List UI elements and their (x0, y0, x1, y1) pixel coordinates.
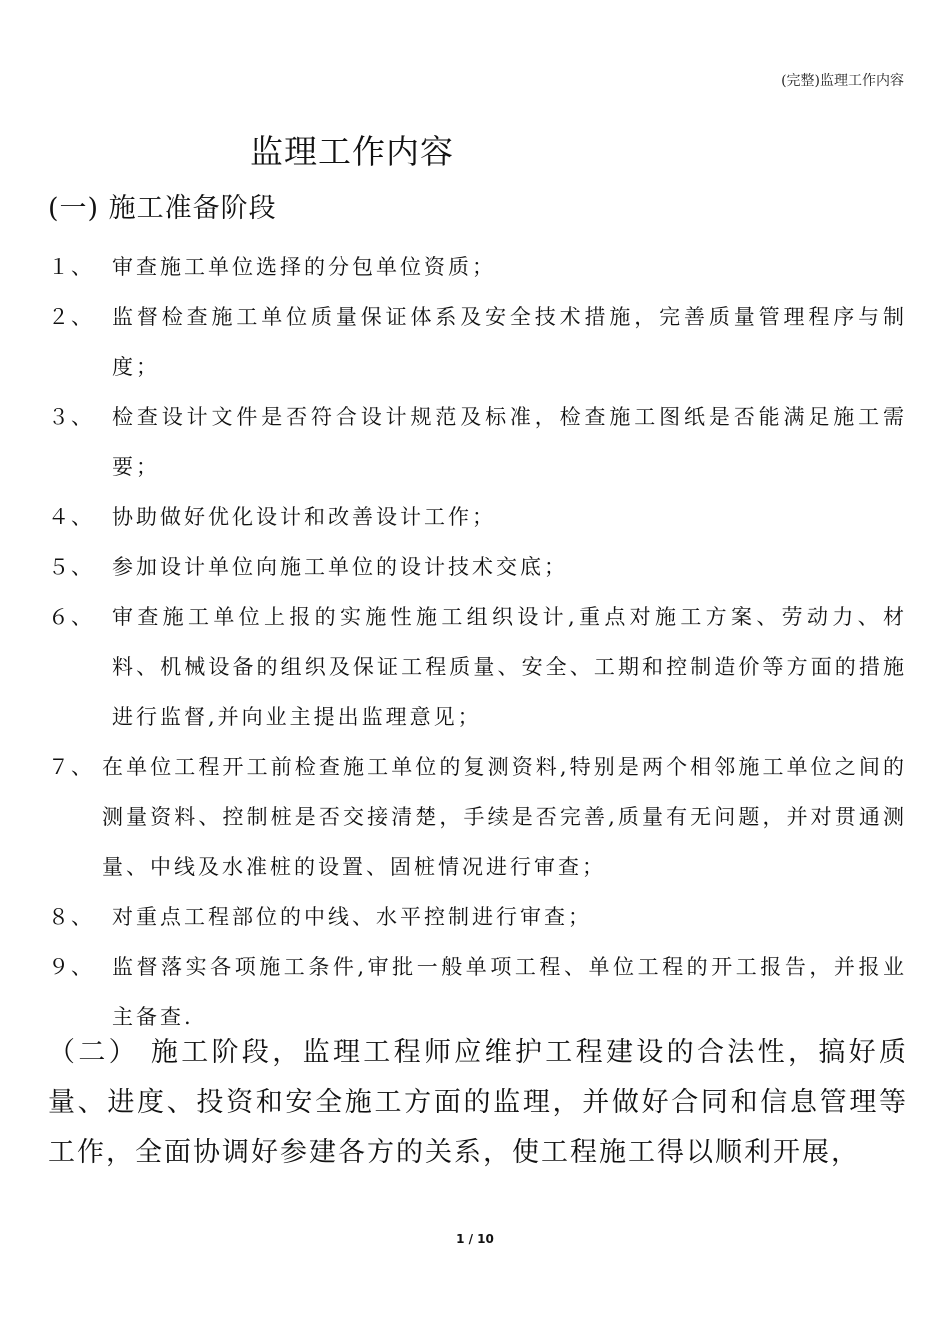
list-item-number: ８、 (48, 905, 94, 929)
section-heading-preparation: (一) 施工准备阶段 (48, 193, 277, 224)
preparation-task-list (0, 242, 950, 1042)
list-item-number: ３、 (48, 405, 94, 429)
list-item-number: ９、 (48, 955, 94, 979)
list-item-text: 审查施工单位上报的实施性施工组织设计,重点对施工方案、劳动力、材料、机械设备的组织及保证工程质量、安全、工期和控制造价等方面的措施进行监督,并向业主提出监理意见； (112, 605, 907, 729)
list-item (0, 492, 950, 542)
list-item-number: ２、 (48, 305, 94, 329)
list-item-number: ４、 (48, 505, 94, 529)
list-item-text: 监督检查施工单位质量保证体系及安全技术措施，完善质量管理程序与制度； (112, 305, 907, 379)
list-item-number: ７、 (48, 755, 94, 779)
list-item-number: ５、 (48, 555, 94, 579)
list-item (0, 742, 950, 892)
list-item (0, 542, 950, 592)
list-item-number: ６、 (48, 605, 94, 629)
list-item (0, 242, 950, 292)
running-header: (完整)监理工作内容 (781, 73, 904, 89)
list-item (0, 292, 950, 392)
list-item-text: 对重点工程部位的中线、水平控制进行审查； (112, 905, 592, 929)
list-item-text: 监督落实各项施工条件,审批一般单项工程、单位工程的开工报告，并报业主备查. (112, 955, 907, 1029)
list-item (0, 942, 950, 1042)
list-item (0, 892, 950, 942)
list-item-text: 参加设计单位向施工单位的设计技术交底； (112, 555, 568, 579)
list-item-text: 协助做好优化设计和改善设计工作； (112, 505, 496, 529)
list-item-text: 检查设计文件是否符合设计规范及标准，检查施工图纸是否能满足施工需要； (112, 405, 907, 479)
list-item-text: 在单位工程开工前检查施工单位的复测资料,特别是两个相邻施工单位之间的测量资料、控制桩是否交接清楚，手续是否完善,质量有无问题，并对贯通测量、中线及水准桩的设置、固桩情况进行审查； (102, 755, 907, 879)
list-item (0, 592, 950, 742)
list-item-number: １、 (48, 255, 94, 279)
page-number: 1 / 10 (456, 1232, 494, 1246)
section-paragraph-construction: （二） 施工阶段，监理工程师应维护工程建设的合法性，搞好质量、进度、投资和安全施工方面的监理，并做好合同和信息管理等工作，全面协调好参建各方的关系，使工程施工得以顺利开展， (48, 1037, 908, 1168)
list-item-text: 审查施工单位选择的分包单位资质； (112, 255, 496, 279)
document-title: 监理工作内容 (250, 132, 454, 171)
list-item (0, 392, 950, 492)
